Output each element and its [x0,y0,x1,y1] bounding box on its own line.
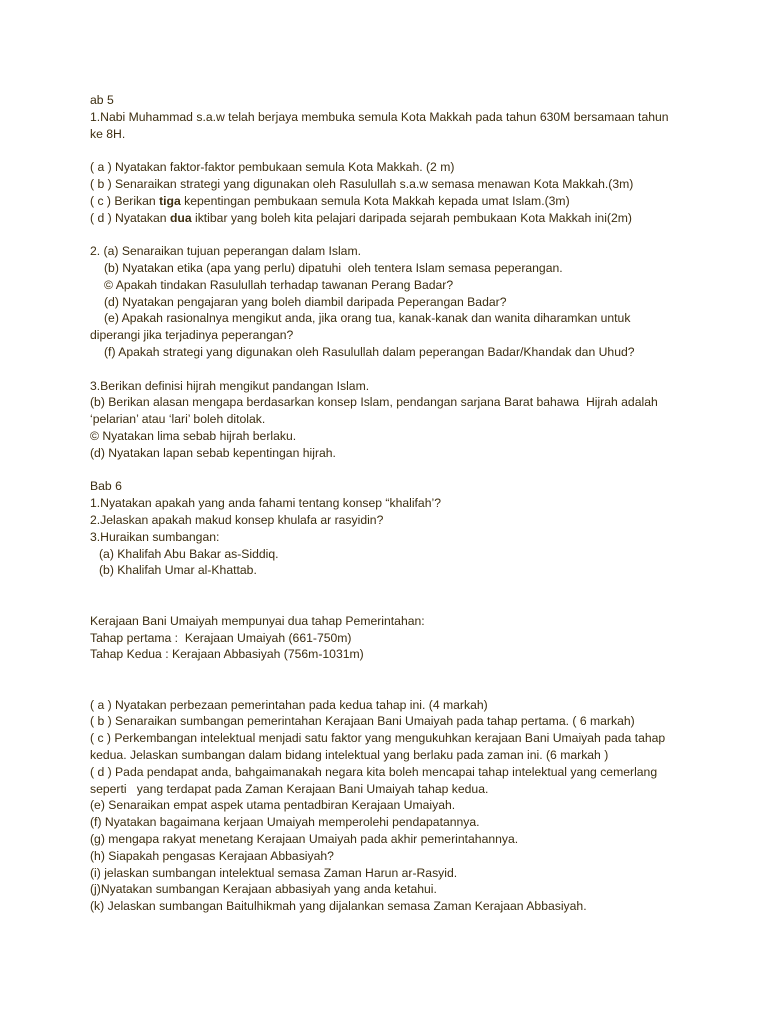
list-item: (f) Nyatakan bagaimana kerjaan Umaiyah memperolehi pendapatannya. [90,815,480,830]
question-2a: 2. (a) Senaraikan tujuan peperangan dalam Islam. [90,244,361,259]
question-1b: ( b ) Senaraikan strategi yang digunakan oleh Rasulullah s.a.w semasa menawan Kota Makkah.(3m) [90,176,634,191]
question-1d [90,210,680,227]
section-header-bab5: ab 5 [90,93,114,107]
question-2d: (d) Nyatakan pengajaran yang boleh diambil daripada Peperangan Badar? [104,294,507,309]
question-2e [90,310,680,344]
spacer [90,579,680,613]
question-3c: © Nyatakan lima sebab hijrah berlaku. [90,428,297,443]
question-3a: 3.Berikan definisi hijrah mengikut pandangan Islam. [90,378,370,393]
bani-umaiyah-intro: Kerajaan Bani Umaiyah mempunyai dua tahap Pemerintahan: [90,613,425,628]
question-2e-text: (e) Apakah rasionalnya mengikut anda, jika orang tua, kanak-kanak dan wanita diharamkan untuk diperangi jika terjadinya peperangan? [90,311,634,343]
spacer [90,361,680,378]
question-1d-text-before: ( d ) Nyatakan [90,210,170,225]
spacer [90,142,680,159]
list-item: ( c ) Perkembangan intelektual menjadi satu faktor yang mengukuhkan kerajaan Bani Umaiyah pada tahap kedua. Jelaskan sumbangan dalam bidang intelektual yang berlaku pada zaman ini. (6 markah ) [90,731,669,763]
section-header-bab6: Bab 6 [90,479,122,494]
list-item: ( b ) Senaraikan sumbangan pemerintahan Kerajaan Bani Umaiyah pada tahap pertama. ( 6 markah) [90,714,635,729]
list-item: (h) Siapakah pengasas Kerajaan Abbasiyah? [90,848,334,863]
bani-umaiyah-tahap-1: Tahap pertama : Kerajaan Umaiyah (661-750m) [90,630,352,645]
spacer [90,462,680,479]
bab6-question-2: 2.Jelaskan apakah makud konsep khulafa ar rasyidin? [90,512,384,527]
question-3d: (d) Nyatakan lapan sebab kepentingan hijrah. [90,445,336,460]
list-item: (k) Jelaskan sumbangan Baitulhikmah yang dijalankan semasa Zaman Kerajaan Abbasiyah. [90,899,587,914]
question-1c-text-after: kepentingan pembukaan semula Kota Makkah kepada umat Islam.(3m) [180,193,570,208]
spacer [90,226,680,243]
list-item: (i) jelaskan sumbangan intelektual semasa Zaman Harun ar-Rasyid. [90,865,458,880]
bab6-question-1: 1.Nyatakan apakah yang anda fahami tentang konsep “khalifah’? [90,496,441,511]
bab6-question-3b: (b) Khalifah Umar al-Khattab. [99,563,257,578]
bab6-question-3: 3.Huraikan sumbangan: [90,529,220,544]
question-1c-text-before: ( c ) Berikan [90,193,160,208]
question-1-intro: 1.Nabi Muhammad s.a.w telah berjaya membuka semula Kota Makkah pada tahun 630M bersamaan tahun ke 8H. [90,109,672,141]
spacer [90,663,680,697]
document-content [90,92,680,915]
bani-umaiyah-tahap-2: Tahap Kedua : Kerajaan Abbasiyah (756m-1031m) [90,647,364,662]
bab6-question-3a: (a) Khalifah Abu Bakar as-Siddiq. [99,546,279,561]
list-item: ( a ) Nyatakan perbezaan pemerintahan pada kedua tahap ini. (4 markah) [90,697,488,712]
list-item: ( d ) Pada pendapat anda, bahgaimanakah negara kita boleh mencapai tahap intelektual yang cemerlang seperti yang terdapat pada Zaman Kerajaan Bani Umaiyah tahap kedua. [90,764,661,796]
question-1a: ( a ) Nyatakan faktor-faktor pembukaan semula Kota Makkah. (2 m) [90,160,455,175]
question-3b: (b) Berikan alasan mengapa berdasarkan konsep Islam, pendangan sarjana Barat bahawa Hijrah adalah ‘pelarian’ atau ‘lari’ boleh ditolak. [90,395,662,427]
question-2f: (f) Apakah strategi yang digunakan oleh Rasulullah dalam peperangan Badar/Khandak dan Uhud? [104,344,635,359]
question-1c [90,193,680,210]
list-item: (j)Nyatakan sumbangan Kerajaan abbasiyah yang anda ketahui. [90,882,437,897]
question-2c: © Apakah tindakan Rasulullah terhadap tawanan Perang Badar? [104,277,454,292]
bani-umaiyah-question-list [90,697,680,915]
list-item: (g) mengapa rakyat menetang Kerajaan Umaiyah pada akhir pemerintahannya. [90,832,519,847]
question-2b: (b) Nyatakan etika (apa yang perlu) dipatuhi oleh tentera Islam semasa peperangan. [104,260,563,275]
question-1c-bold-word: tiga [159,193,181,208]
question-1d-bold-word: dua [169,210,192,225]
question-1d-text-after: iktibar yang boleh kita pelajari daripada sejarah pembukaan Kota Makkah ini(2m) [191,210,632,225]
list-item: (e) Senaraikan empat aspek utama pentadbiran Kerajaan Umaiyah. [90,798,456,813]
